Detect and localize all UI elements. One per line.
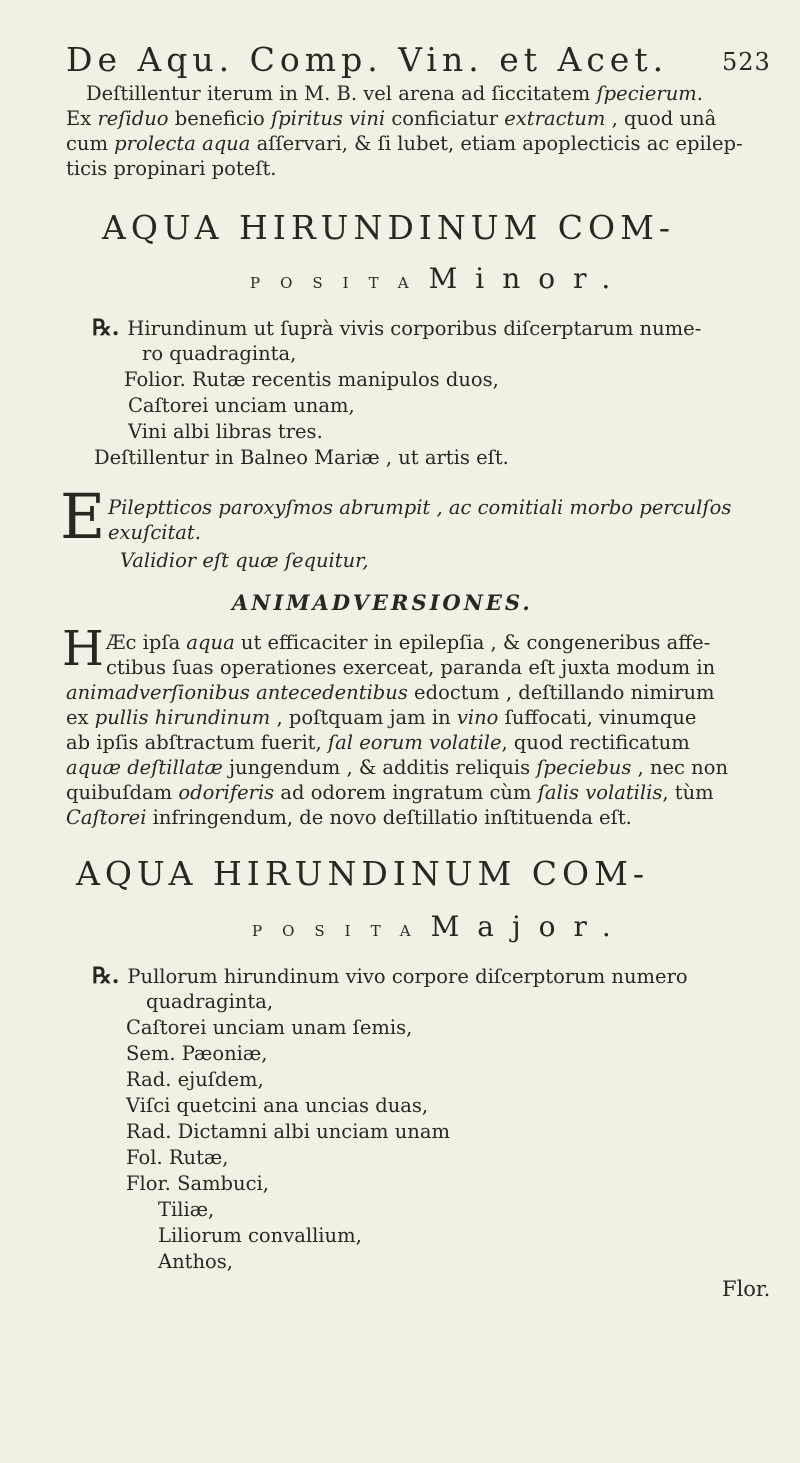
intro-line-4: ticis propinari poteſt.	[66, 157, 277, 180]
intro-line-1: Deſtillentur iterum in M. B. vel arena ad ſiccitatem ſpecierum.	[86, 82, 703, 105]
running-head: De Aqu. Comp. Vin. et Acet.	[66, 40, 669, 79]
animadversion-line-5: ab ipſis abſtractum fuerit, ſal eorum volatile, quod rectificatum	[66, 731, 690, 754]
recipe-minor-line-1: ℞. Hirundinum ut ſuprà vivis corporibus diſcerptarum nume-	[92, 315, 702, 341]
section-major-title: AQUA HIRUNDINUM COM-	[76, 854, 650, 893]
recipe-major-line-12: Anthos,	[158, 1250, 233, 1273]
recipe-minor-line-5: Vini albi libras tres.	[128, 420, 323, 443]
dropcap-e: E	[60, 480, 106, 553]
recipe-major-line-4: Sem. Pæoniæ,	[126, 1042, 268, 1065]
recipe-minor-line-6: Deſtillentur in Balneo Mariæ , ut artis eſt.	[94, 446, 509, 469]
dropcap-h: H	[62, 621, 104, 677]
recipe-major-line-7: Rad. Dictamni albi unciam unam	[126, 1120, 450, 1143]
animadversion-line-4: ex pullis hirundinum , poſtquam jam in vino ſuffocati, vinumque	[66, 706, 697, 729]
animadversiones-heading: ANIMADVERSIONES.	[232, 590, 533, 615]
epilepsy-line-3: Validior eſt quæ ſequitur,	[120, 549, 369, 572]
animadversion-line-6: aquæ deſtillatæ jungendum , & additis reliquis ſpeciebus , nec non	[66, 756, 729, 779]
epilepsy-line-2: exuſcitat.	[108, 521, 201, 544]
recipe-major-line-1: ℞. Pullorum hirundinum vivo corpore diſcerptorum numero	[92, 963, 688, 989]
recipe-major-line-5: Rad. ejuſdem,	[126, 1068, 264, 1091]
section-major-subtitle: POSITAMajor.	[252, 910, 629, 943]
recipe-major-line-3: Caſtorei unciam unam ſemis,	[126, 1016, 413, 1039]
recipe-major-line-6: Viſci quetcini ana uncias duas,	[126, 1094, 429, 1117]
animadversion-line-1: Æc ipſa aqua ut efficaciter in epilepſia , & congeneribus affe-	[106, 631, 711, 654]
intro-line-3: cum prolecta aqua aſſervari, & ſi lubet, etiam apoplecticis ac epilep-	[66, 132, 743, 155]
animadversion-line-7: quibuſdam odoriferis ad odorem ingratum cùm ſalis volatilis, tùm	[66, 781, 714, 804]
epilepsy-line-1: Pileptticos paroxyſmos abrumpit , ac comitiali morbo perculſos	[108, 496, 732, 519]
recipe-major-line-9: Flor. Sambuci,	[126, 1172, 269, 1195]
animadversion-line-8: Caſtorei infringendum, de novo deſtillatio inſtituenda eſt.	[66, 806, 632, 829]
animadversion-line-2: ctibus ſuas operationes exerceat, paranda eſt juxta modum in	[106, 656, 716, 679]
recipe-major-line-2: quadraginta,	[146, 990, 274, 1013]
animadversion-line-3: animadverſionibus antecedentibus edoctum , deſtillando nimirum	[66, 681, 715, 704]
section-minor-title: AQUA HIRUNDINUM COM-	[102, 208, 676, 247]
intro-line-2: Ex reſiduo beneficio ſpiritus vini conficiatur extractum , quod unâ	[66, 107, 717, 130]
catchword: Flor.	[722, 1277, 771, 1301]
recipe-minor-line-3: Folior. Rutæ recentis manipulos duos,	[124, 368, 499, 391]
recipe-symbol-icon: ℞.	[92, 963, 120, 989]
recipe-major-line-11: Liliorum convallium,	[158, 1224, 362, 1247]
page-number: 523	[722, 48, 771, 76]
recipe-major-line-10: Tiliæ,	[158, 1198, 215, 1221]
recipe-minor-line-4: Caſtorei unciam unam,	[128, 394, 355, 417]
recipe-symbol-icon: ℞.	[92, 315, 120, 341]
recipe-major-line-8: Fol. Rutæ,	[126, 1146, 229, 1169]
recipe-minor-line-2: ro quadraginta,	[142, 342, 297, 365]
section-minor-subtitle: POSITAMinor.	[250, 262, 629, 295]
